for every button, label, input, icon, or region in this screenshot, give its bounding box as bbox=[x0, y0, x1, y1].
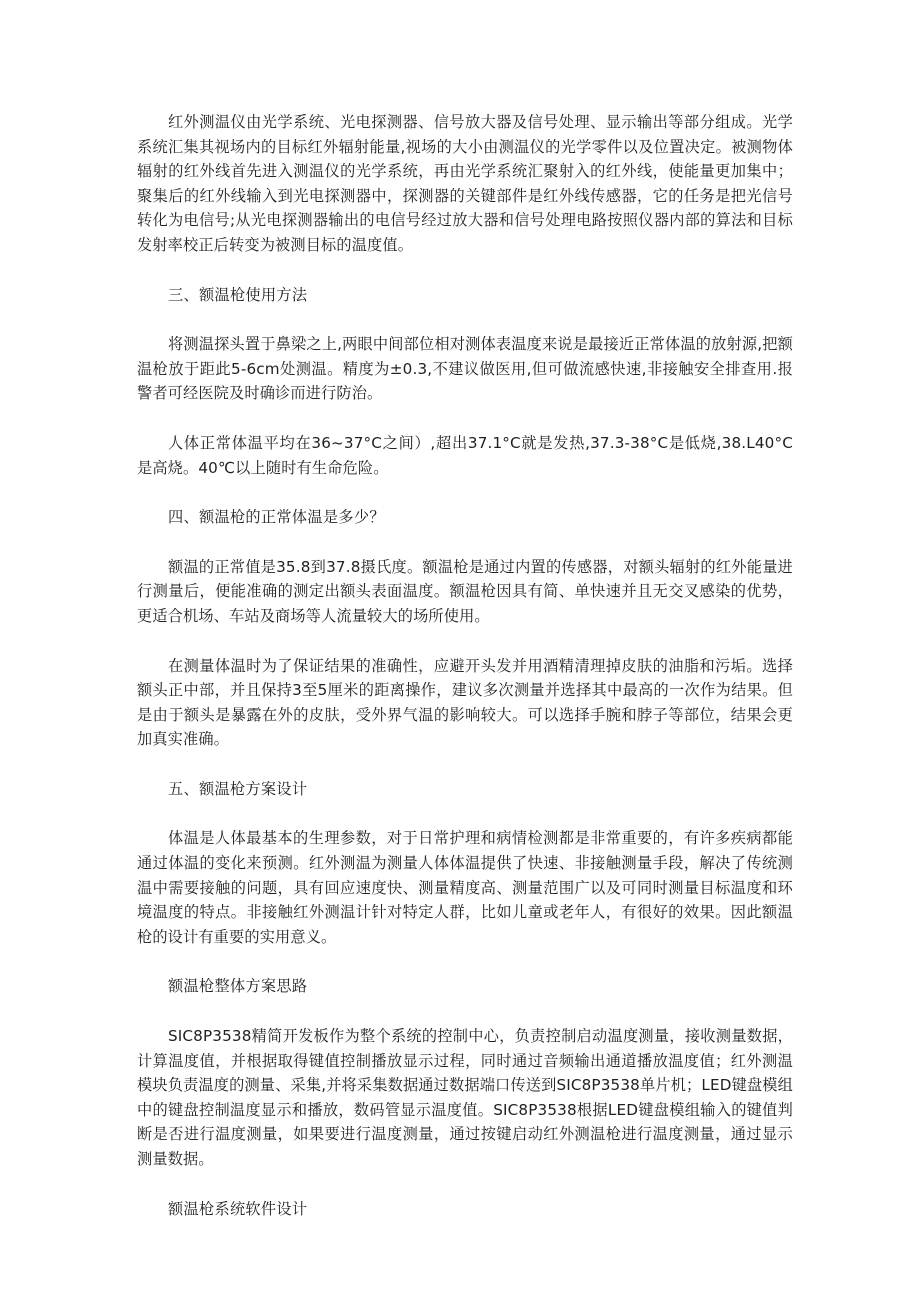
paragraph-normal-temperature-range: 人体正常体温平均在36~37°C之间）,超出37.1°C就是发热,37.3-38°C是低烧,38.L40°C是高烧。40℃以上随时有生命危险。 bbox=[137, 433, 793, 477]
section-heading-normal-temperature: 四、额温枪的正常体温是多少？ bbox=[168, 508, 385, 527]
section-heading-usage: 三、额温枪使用方法 bbox=[168, 285, 308, 304]
subheading-software-design: 额温枪系统软件设计 bbox=[168, 1199, 308, 1218]
paragraph-overall-scheme: SIC8P3538精简开发板作为整个系统的控制中心，负责控制启动温度测量，接收测量数据，计算温度值，并根据取得键值控制播放显示过程，同时通过音频输出通道播放温度值；红外测温模块负责温度的测量、采集,并将采集数据通过数据端口传送到SIC8P3538单片机；LED键盘模组中的键盘控制温度显示和播放，数码管显示温度值。SIC8P3538根据LED键盘模组输入的键值判断是否进行温度测量，如果要进行温度测量，通过按键启动红外测温枪进行温度测量，通过显示测量数据。 bbox=[137, 1027, 793, 1168]
paragraph-infrared-thermometer-composition: 红外测温仪由光学系统、光电探测器、信号放大器及信号处理、显示输出等部分组成。光学系统汇集其视场内的目标红外辐射能量,视场的大小由测温仪的光学零件以及位置决定。被测物体辐射的红外线首先进入测温仪的光学系统，再由光学系统汇聚射入的红外线，使能量更加集中；聚集后的红外线输入到光电探测器中，探测器的关键部件是红外线传感器，它的任务是把光信号转化为电信号;从光电探测器输出的电信号经过放大器和信号处理电路按照仪器内部的算法和目标发射率校正后转变为被测目标的温度值。 bbox=[137, 113, 793, 254]
section-heading-design: 五、额温枪方案设计 bbox=[168, 779, 308, 798]
paragraph-forehead-normal-value: 额温的正常值是35.8到37.8摄氏度。额温枪是通过内置的传感器，对额头辐射的红外能量进行测量后，便能准确的测定出额头表面温度。额温枪因具有简、单快速并且无交叉感染的优势，更适合机场、车站及商场等人流量较大的场所使用。 bbox=[137, 557, 793, 625]
subheading-overall-scheme: 额温枪整体方案思路 bbox=[168, 977, 308, 996]
paragraph-measurement-tips: 在测量体温时为了保证结果的准确性，应避开头发并用酒精清理掉皮肤的油脂和污垢。选择额头正中部，并且保持3至5厘米的距离操作，建议多次测量并选择其中最高的一次作为结果。但是由于额头是暴露在外的皮肤，受外界气温的影响较大。可以选择手腕和脖子等部位，结果会更加真实准确。 bbox=[137, 656, 793, 749]
document-body bbox=[137, 110, 793, 1246]
paragraph-usage-method: 将测温探头置于鼻梁之上,两眼中间部位相对测体表温度来说是最接近正常体温的放射源,把额温枪放于距此5-6cm处测温。精度为±0.3,不建议做医用,但可做流感快速,非接触安全排查用.报警者可经医院及时确诊而进行防治。 bbox=[137, 335, 793, 403]
paragraph-design-significance: 体温是人体最基本的生理参数，对于日常护理和病情检测都是非常重要的，有许多疾病都能通过体温的变化来预测。红外测温为测量人体体温提供了快速、非接触测量手段，解决了传统测温中需要接触的问题，具有回应速度快、测量精度高、测量范围广以及可同时测量目标温度和环境温度的特点。非接触红外测温计针对特定人群，比如儿童或老年人，有很好的效果。因此额温枪的设计有重要的实用意义。 bbox=[137, 829, 793, 946]
